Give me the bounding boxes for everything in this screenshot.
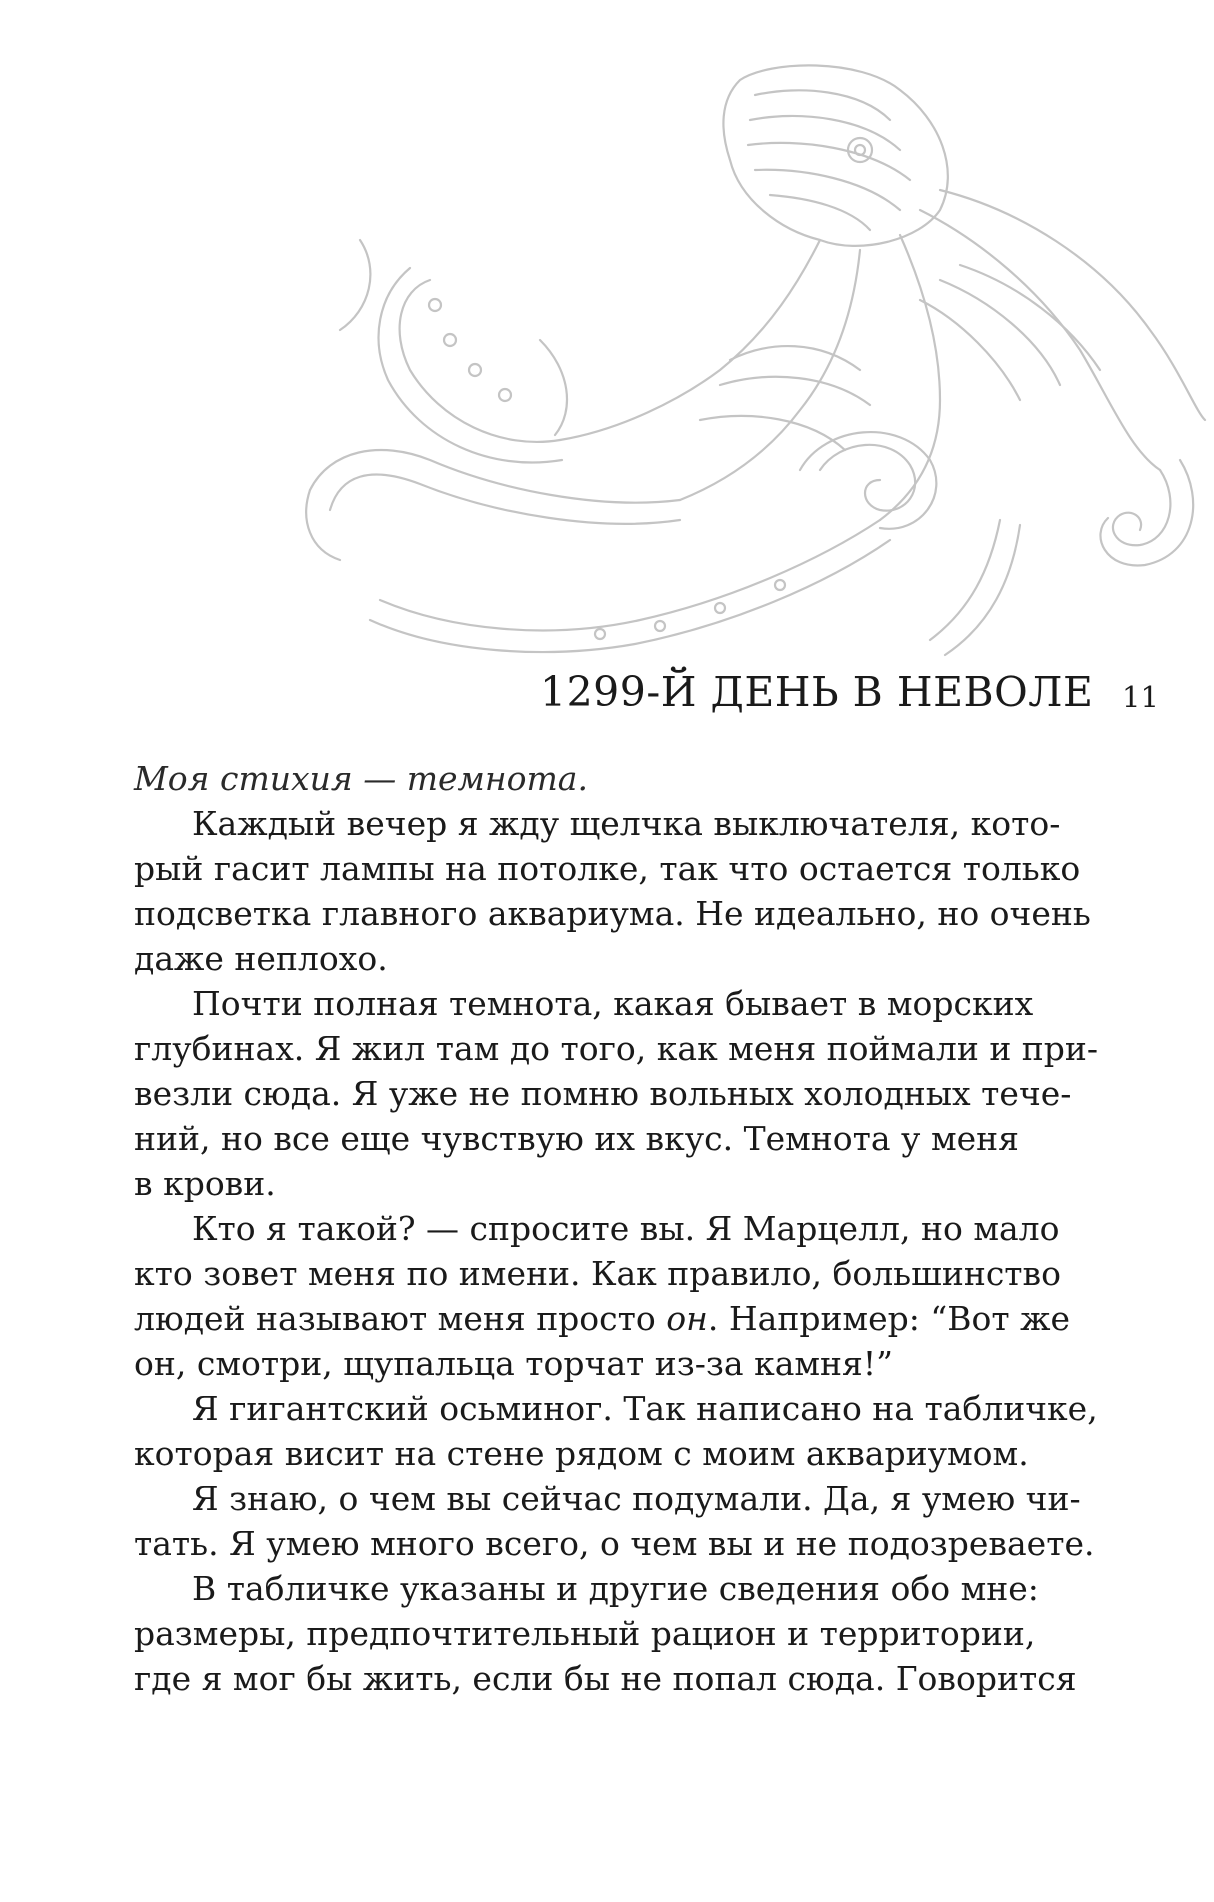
octopus-illustration [300,40,1214,760]
paragraph-line: даже неплохо. [134,939,388,978]
paragraph-line [134,1296,1070,1341]
paragraph-line: тать. Я умею много всего, о чем вы и не подозреваете. [134,1524,1095,1563]
paragraph-line: размеры, предпочтительный рацион и территории, [134,1614,1036,1653]
paragraph-line: Я гигантский осьминог. Так написано на табличке, [192,1389,1098,1428]
paragraph-line: в крови. [134,1164,276,1203]
paragraph-line: везли сюда. Я уже не помню вольных холодных тече- [134,1074,1072,1113]
paragraph-line: ний, но все еще чувствую их вкус. Темнота у меня [134,1119,1019,1158]
body-text [134,756,1099,1701]
paragraph-line: которая висит на стене рядом с моим аквариумом. [134,1434,1029,1473]
paragraph-line: Каждый вечер я жду щелчка выключателя, кото- [192,804,1061,843]
chapter-title: 1299-Й ДЕНЬ В НЕВОЛЕ [540,668,1094,716]
paragraph-line: глубинах. Я жил там до того, как меня поймали и при- [134,1029,1099,1068]
paragraph-line: Я знаю, о чем вы сейчас подумали. Да, я умею чи- [192,1479,1081,1518]
paragraph-line: В табличке указаны и другие сведения обо мне: [192,1569,1039,1608]
emphasis-text: он [666,1299,708,1338]
epigraph: Моя стихия — темнота. [134,759,588,798]
paragraph-line: кто зовет меня по имени. Как правило, большинство [134,1254,1061,1293]
paragraph-line: Почти полная темнота, какая бывает в морских [192,984,1034,1023]
paragraph-line: где я мог бы жить, если бы не попал сюда. Говорится [134,1659,1077,1698]
paragraph-line: подсветка главного аквариума. Не идеально, но очень [134,894,1091,933]
text-span: людей называют меня просто [134,1299,667,1338]
text-span: . Например: “Вот же [707,1299,1070,1338]
page-number: 11 [1122,680,1159,714]
paragraph-line: он, смотри, щупальца торчат из-за камня!” [134,1344,893,1383]
paragraph-line: рый гасит лампы на потолке, так что остается только [134,849,1081,888]
paragraph-line: Кто я такой? — спросите вы. Я Марцелл, но мало [192,1209,1060,1248]
